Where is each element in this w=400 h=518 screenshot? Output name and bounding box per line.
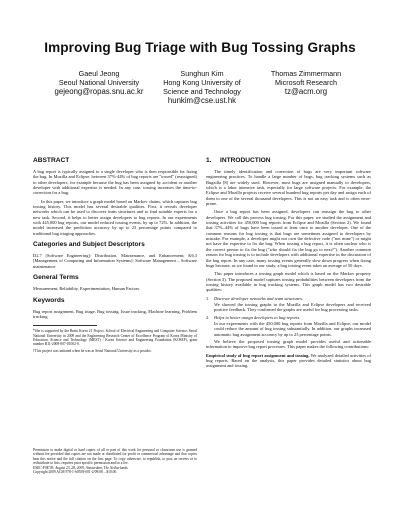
general-terms-text: Measurement, Reliability, Experimentation, Human Factors. — [33, 286, 141, 292]
paper-title: Improving Bug Triage with Bug Tossing Graphs — [44, 40, 356, 55]
contribution-body: We analyzed detailed activities of bug reports. Based on the analysis, this paper provides detailed statistics about bug assignment and tossing. — [206, 352, 371, 369]
list-title: Helps to better assign developers to bug reports. — [214, 314, 301, 320]
author-block-3 — [256, 69, 356, 96]
footnote-2: †This project was initiated when he was at Seoul National University as a postdoc. — [33, 348, 152, 353]
keywords-text: Bug report assignment, Bug triage, Bug tossing, Issue tracking, Machine learning, Problem tracking — [33, 308, 197, 319]
abstract-paragraph-2: In this paper, we introduce a graph model based on Markov chains, which captures bug tossing history. This model has several desirable qualities. First, it reveals developer networks which can be used to discover team structures and to find suitable experts for a new task. Second, it helps to better assign developers to bug reports. In our experiments with 445,000 bug reports, our model reduced tossing events, by up to 72%. In addition, the model increased the prediction accuracy by up to 23 percentage points compared to traditional bug triaging approaches. — [33, 198, 197, 236]
intro-paragraph-4: We believe the proposed tossing graph model provides useful and actionable information to improve bug report processes. This paper makes the following contributions: — [206, 338, 371, 350]
intro-paragraph-1: The timely identification and correction of bugs are very important software engineering practices. To handle a large number of bugs, bug tracking systems such as Bugzilla [8] are widely used. However, most bugs are assigned manually to developers, which is a labor intensive task, especially for large software projects. For example, the Eclipse and Mozilla projects receive several hundred bug reports per day and assign each of them to one of the several thousand developers. This is not an easy task and is often error-prone. — [206, 169, 371, 207]
author-block-1 — [49, 69, 149, 96]
list-number: 1. — [206, 295, 210, 301]
contribution-title: Empirical study of bug report assignment and tossing. — [206, 352, 310, 358]
keywords-heading: Keywords — [33, 296, 65, 304]
author-affiliation: Microsoft Research — [275, 78, 337, 87]
author-affiliation-line2: Science and Technology — [163, 87, 241, 96]
footnote-1: *She is supported by the Brain Korea 21 Project, School of Electrical Engineering and Computer Science, Seoul National University in 2009 and the Engineering Research Center of Excellence Program of Korea Ministry of Education, Science and Technology (MEST) / Korea Science and Engineering Foundation (KOSEF), grant number R11-2008-007-01002-0. — [33, 329, 197, 347]
venue-text: ESEC-FSE'09, August 23–28, 2009, Amsterdam, The Netherlands. — [33, 465, 129, 470]
section-title: INTRODUCTION — [220, 157, 271, 164]
author-name: Thomas Zimmermann — [270, 69, 342, 78]
intro-paragraph-2: Once a bug report has been assigned, developers can reassign the bug to other developers. We call this process bug tossing. For this paper, we studied the assignment and tossing activities for 450,000 bug reports from Eclipse and Mozilla (Section 2). We found that 37%–44% of bugs have been tossed at least once to another developer. One of the common reasons for bug tossing is that bugs are sometimes assigned to developers by mistake. For example, a developer might not own the defective code ("not mine") or might not have the expertise to fix the bug. When tossing a bug report, it is often unclear who is the correct person to fix the bug ("who should fix the bug go to next?"). Another common reason for bug tossing is to include developers with additional expertise in the discussion of the bug report. In any case, many tossing events generally slow down progress when fixing bugs because, as we found in our study, a bug tossing event takes an average of 50 days. — [206, 209, 371, 268]
introduction-heading — [206, 157, 371, 165]
author-name: Gaeul Jeong — [78, 69, 120, 78]
abstract-paragraph-1: A bug report is typically assigned to a single developer who is then responsible for fixing the bug. In Mozilla and Eclipse, between 37%-44% of bug reports are "tossed" (reassigned) to other developers, for example because the bug has been assigned by accident or another developer with additional expertise is needed. In any case, tossing increases the time-to-correction for a bug. — [33, 169, 197, 196]
footnote-divider — [33, 325, 97, 326]
author-email: hunkim@cse.ust.hk — [167, 96, 237, 105]
list-body: In our experiments with the 450,000 bug reports from Mozilla and Eclipse, our model could reduce the amount of bug tossing substantially. In addition, our graphs increased automatic bug assignment accuracy by up to 23 percentage points. — [214, 320, 371, 337]
general-terms-heading: General Terms — [33, 274, 79, 282]
permission-block — [33, 448, 197, 474]
list-item — [206, 315, 371, 337]
list-number: 2. — [206, 314, 210, 320]
author-name: Sunghun Kim — [180, 69, 224, 78]
permission-text: Permission to make digital or hard copies of all or part of this work for personal or classroom use is granted without fee provided that copies are not made or distributed for profit or commercial advantage and that copies bear this notice and the full citation on the first page. To copy otherwise, to republish, to post on servers or to redistribute to lists, requires prior specific permission and/or a fee. — [33, 448, 197, 466]
categories-text: D2.7 [Software Engineering]: Distribution, Maintenance, and Enhancement; K6.3 [Management of Computing and Information Systems]: Software Management – Software maintenance — [33, 253, 197, 269]
section-number: 1. — [206, 157, 212, 164]
author-affiliation: Hong Kong University of — [163, 78, 241, 87]
list-item — [206, 296, 371, 313]
author-block-2 — [152, 69, 252, 105]
author-email: tz@acm.org — [284, 87, 328, 96]
right-column — [206, 157, 371, 372]
abstract-heading: ABSTRACT — [33, 157, 70, 164]
list-body: We showed the tossing graphs to the Mozilla and Eclipse developers and received positive feedback. They confirmed the graphs are useful for bug processing tasks. — [214, 301, 371, 313]
contribution-item — [206, 353, 371, 369]
intro-paragraph-3: This paper introduces a tossing graph model which is based on the Markov property (Section 3). The proposed model captures tossing probabilities between developers from the tossing history available in bug tracking systems. This graph model has two desirable qualities: — [206, 271, 371, 293]
list-title: Discover developer networks and team structures. — [214, 295, 304, 301]
author-affiliation: Seoul National University — [58, 78, 140, 87]
author-email: gejeong@ropas.snu.ac.kr — [54, 87, 144, 96]
categories-heading: Categories and Subject Descriptors — [33, 241, 145, 249]
left-column — [33, 157, 197, 355]
copyright-text: Copyright 2009 ACM 978-1-60558-001-2/09/08 ...$10.00. — [33, 470, 118, 475]
